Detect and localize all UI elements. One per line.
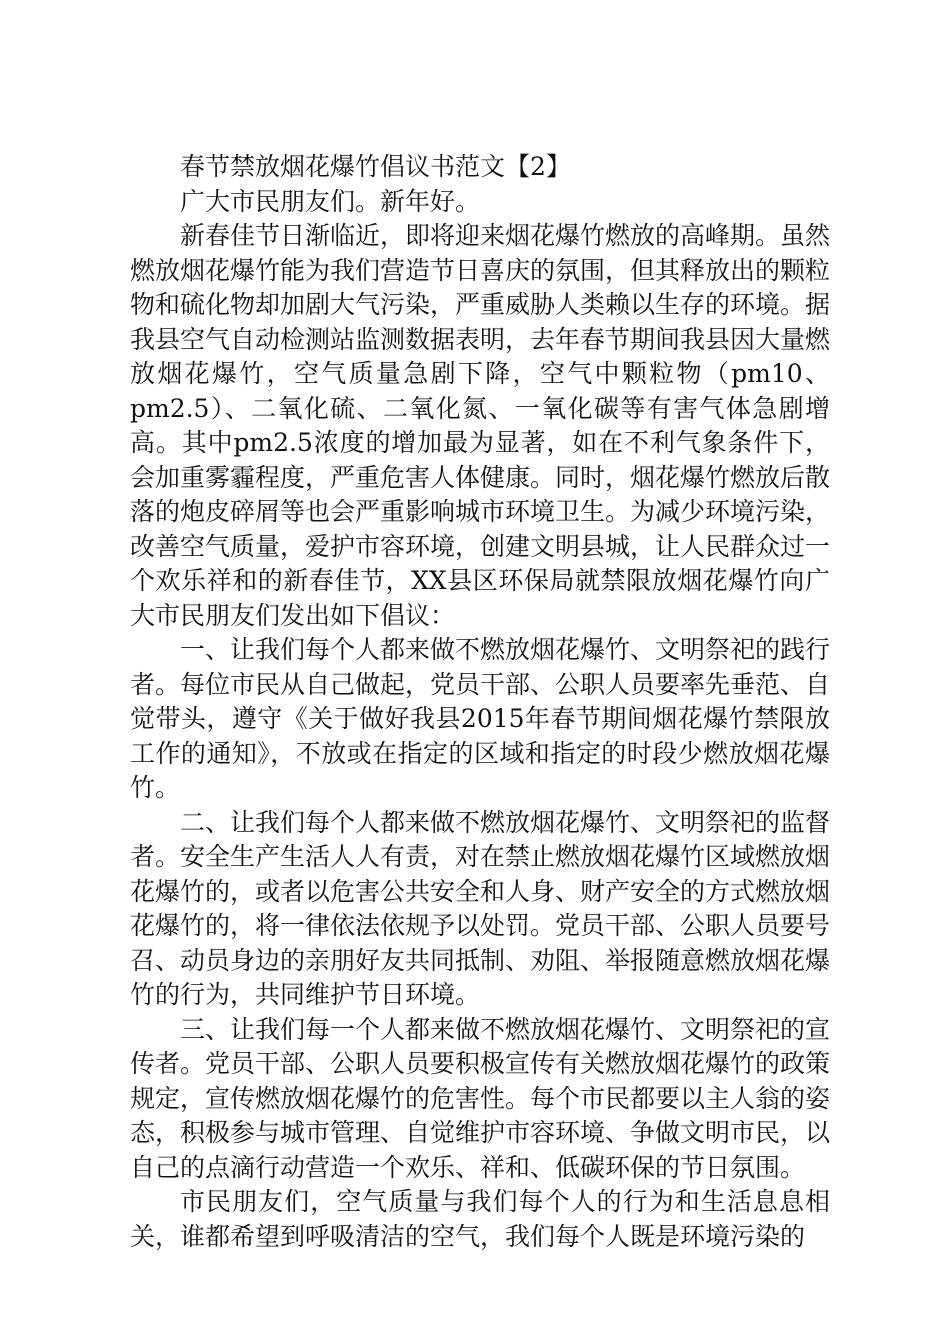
paragraph-point-one: 一、让我们每个人都来做不燃放烟花爆竹、文明祭祀的践行者。每位市民从自己做起，党员干部、公职人员要率先垂范、自觉带头，遵守《关于做好我县2015年春节期间烟花爆竹禁限放工作的通知》，不放或在指定的区域和指定的时段少燃放烟花爆竹。: [130, 635, 831, 802]
paragraph-intro: 新春佳节日渐临近，即将迎来烟花爆竹燃放的高峰期。虽然燃放烟花爆竹能为我们营造节日喜庆的氛围，但其释放出的颗粒物和硫化物却加剧大气污染，严重威胁人类赖以生存的环境。据我县空气自动检测站监测数据表明，去年春节期间我县因大量燃放烟花爆竹，空气质量急剧下降，空气中颗粒物（pm10、pm2.5）、二氧化硫、二氧化氮、一氧化碳等有害气体急剧增高。其中pm2.5浓度的增加最为显著，如在不利气象条件下，会加重雾霾程度，严重危害人体健康。同时，烟花爆竹燃放后散落的炮皮碎屑等也会严重影响城市环境卫生。为减少环境污染，改善空气质量，爱护市容环境，创建文明县城，让人民群众过一个欢乐祥和的新春佳节，XX县区环保局就禁限放烟花爆竹向广大市民朋友们发出如下倡议：: [130, 221, 831, 630]
document-title: 春节禁放烟花爆竹倡议书范文【2】: [180, 152, 571, 181]
paragraph-point-three: 三、让我们每一个人都来做不燃放烟花爆竹、文明祭祀的宣传者。党员干部、公职人员要积极宣传有关燃放烟花爆竹的政策规定，宣传燃放烟花爆竹的危害性。每个市民都要以主人翁的姿态，积极参与城市管理、自觉维护市容环境、争做文明市民，以自己的点滴行动营造一个欢乐、祥和、低碳环保的节日氛围。: [130, 1014, 831, 1182]
paragraph-closing: 市民朋友们，空气质量与我们每个人的行为和生活息息相关，谁都希望到呼吸清洁的空气，我们每个人既是环境污染的: [130, 1187, 830, 1251]
paragraph-point-two: 二、让我们每个人都来做不燃放烟花爆竹、文明祭祀的监督者。安全生产生活人人有责，对在禁止燃放烟花爆竹区域燃放烟花爆竹的，或者以危害公共安全和人身、财产安全的方式燃放烟花爆竹的，将一律依法依规予以处罚。党员干部、公职人员要号召、动员身边的亲朋好友共同抵制、劝阻、举报随意燃放烟花爆竹的行为，共同维护节日环境。: [130, 807, 831, 1009]
document-body: [130, 150, 830, 1254]
greeting: 广大市民朋友们。新年好。: [180, 186, 481, 216]
